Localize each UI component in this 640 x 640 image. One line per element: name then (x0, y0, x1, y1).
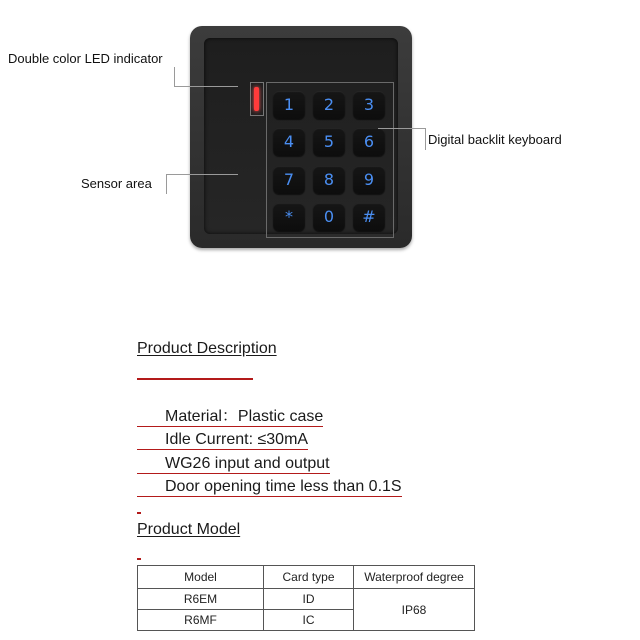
cell-model: R6MF (138, 610, 264, 631)
key-2: 2 (313, 91, 345, 119)
model-table (137, 565, 475, 631)
description-item-current: Idle Current: ≤30mA (137, 430, 308, 450)
cell-card-type: ID (264, 589, 354, 610)
key-8: 8 (313, 166, 345, 194)
header-waterproof: Waterproof degree (354, 566, 475, 589)
model-heading: Product Model (137, 521, 241, 538)
device-face (204, 38, 398, 234)
keyboard-callout-line-v (425, 128, 426, 150)
keypad (266, 82, 394, 238)
keyboard-callout-line (378, 128, 426, 129)
led-light (254, 87, 259, 111)
led-callout-line-v (174, 67, 175, 86)
cell-model: R6EM (138, 589, 264, 610)
header-model: Model (138, 566, 264, 589)
key-hash: # (353, 203, 385, 231)
keypad-device (190, 26, 412, 248)
cell-card-type: IC (264, 610, 354, 631)
led-indicator (250, 82, 264, 116)
key-0: 0 (313, 203, 345, 231)
key-7: 7 (273, 166, 305, 194)
description-item-door-time: Door opening time less than 0.1S (137, 477, 402, 497)
sensor-callout-line (166, 174, 238, 175)
separator-tick (137, 512, 141, 514)
key-1: 1 (273, 91, 305, 119)
table-header-row (138, 566, 475, 589)
sensor-callout-line-v (166, 174, 167, 194)
led-callout-label: Double color LED indicator (8, 51, 163, 66)
cell-waterproof: IP68 (354, 589, 475, 631)
sensor-callout-label: Sensor area (81, 176, 152, 191)
separator-tick-2 (137, 558, 141, 560)
keyboard-callout-label: Digital backlit keyboard (428, 132, 562, 147)
led-callout-line-h (174, 86, 238, 87)
header-card-type: Card type (264, 566, 354, 589)
key-4: 4 (273, 128, 305, 156)
table-row (138, 589, 475, 610)
description-heading: Product Description (137, 340, 277, 357)
key-3: 3 (353, 91, 385, 119)
key-6: 6 (353, 128, 385, 156)
heading-divider (137, 378, 253, 380)
key-star: * (273, 203, 305, 231)
description-item-wiegand: WG26 input and output (137, 454, 330, 474)
key-9: 9 (353, 166, 385, 194)
key-5: 5 (313, 128, 345, 156)
description-item-material: Material：Plastic case (137, 407, 323, 427)
